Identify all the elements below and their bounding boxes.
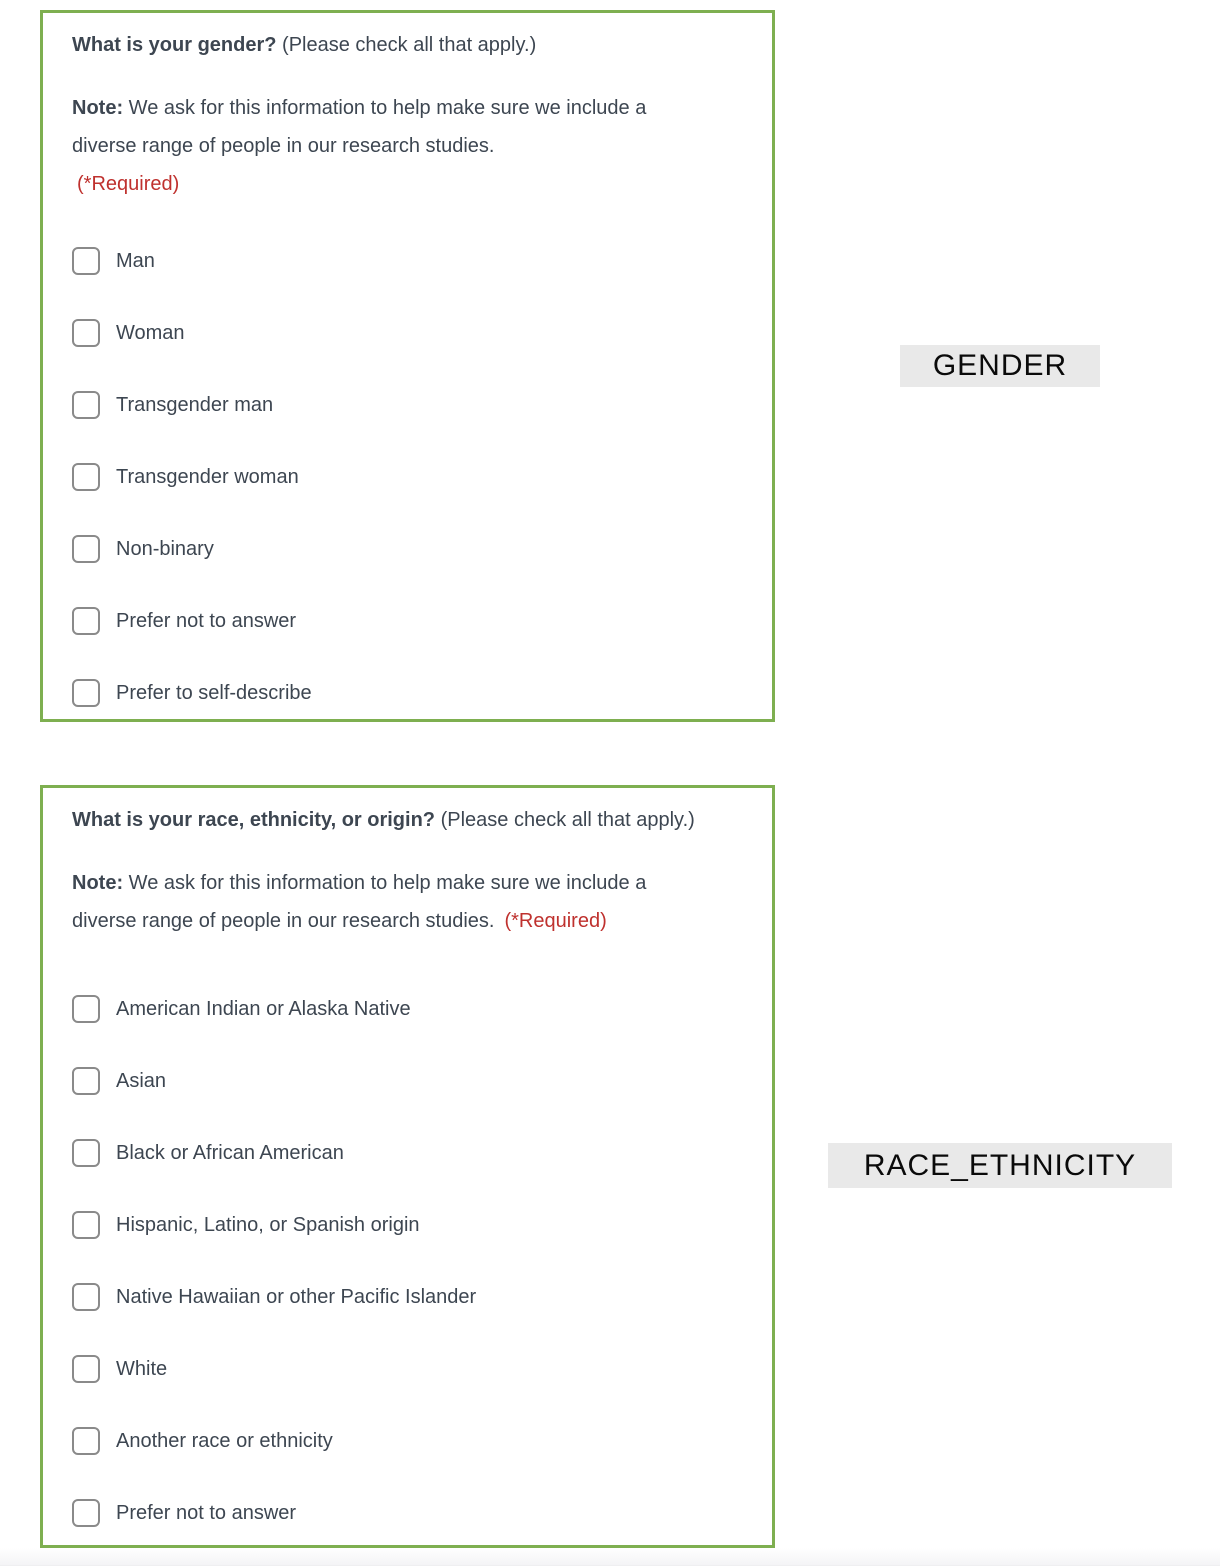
gender-required-indicator: (*Required) <box>77 173 180 195</box>
option-label-prefer-not-to-answer-race[interactable]: Prefer not to answer <box>116 1501 297 1524</box>
option-row-american-indian-or-alaska-native <box>72 995 742 1023</box>
option-row-white <box>72 1355 742 1383</box>
race-note-line1: We ask for this information to help make sure we include a <box>128 872 647 894</box>
option-label-american-indian-or-alaska-native[interactable]: American Indian or Alaska Native <box>116 997 411 1020</box>
checkbox-man[interactable] <box>72 247 100 275</box>
option-label-man[interactable]: Man <box>116 249 155 272</box>
gender-note <box>72 89 712 203</box>
option-label-non-binary[interactable]: Non-binary <box>116 537 214 560</box>
race-options <box>72 995 742 1527</box>
checkbox-transgender-man[interactable] <box>72 391 100 419</box>
gender-note-line1: We ask for this information to help make sure we include a <box>128 97 647 119</box>
option-row-prefer-not-to-answer <box>72 607 742 635</box>
checkbox-prefer-not-to-answer-race[interactable] <box>72 1499 100 1527</box>
race-question-bold: What is your race, ethnicity, or origin? <box>72 809 436 831</box>
option-row-hispanic-latino-or-spanish-origin <box>72 1211 742 1239</box>
checkbox-non-binary[interactable] <box>72 535 100 563</box>
checkbox-prefer-to-self-describe[interactable] <box>72 679 100 707</box>
checkbox-prefer-not-to-answer[interactable] <box>72 607 100 635</box>
option-label-transgender-man[interactable]: Transgender man <box>116 393 274 416</box>
checkbox-american-indian-or-alaska-native[interactable] <box>72 995 100 1023</box>
option-label-woman[interactable]: Woman <box>116 321 185 344</box>
option-row-prefer-not-to-answer-race <box>72 1499 742 1527</box>
race-note-label: Note: <box>72 872 124 894</box>
option-label-transgender-woman[interactable]: Transgender woman <box>116 465 299 488</box>
option-label-prefer-not-to-answer[interactable]: Prefer not to answer <box>116 609 297 632</box>
checkbox-asian[interactable] <box>72 1067 100 1095</box>
gender-question-suffix: (Please check all that apply.) <box>282 34 537 56</box>
option-label-hispanic-latino-or-spanish-origin[interactable]: Hispanic, Latino, or Spanish origin <box>116 1213 420 1236</box>
option-label-another-race-or-ethnicity[interactable]: Another race or ethnicity <box>116 1429 333 1452</box>
option-label-native-hawaiian-or-other-pacific-islander[interactable]: Native Hawaiian or other Pacific Islander <box>116 1285 477 1308</box>
gender-field-tag: GENDER <box>900 345 1100 387</box>
option-row-native-hawaiian-or-other-pacific-islander <box>72 1283 742 1311</box>
race-required-indicator: (*Required) <box>504 910 607 932</box>
checkbox-black-or-african-american[interactable] <box>72 1139 100 1167</box>
gender-question-card <box>40 10 775 722</box>
option-row-black-or-african-american <box>72 1139 742 1167</box>
gender-note-label: Note: <box>72 97 124 119</box>
race-ethnicity-field-tag: RACE_ETHNICITY <box>828 1143 1172 1188</box>
gender-note-line2: diverse range of people in our research studies. <box>72 135 495 157</box>
option-row-transgender-man <box>72 391 742 419</box>
option-label-asian[interactable]: Asian <box>116 1069 167 1092</box>
race-ethnicity-question-card <box>40 785 775 1548</box>
race-question-suffix: (Please check all that apply.) <box>440 809 695 831</box>
checkbox-another-race-or-ethnicity[interactable] <box>72 1427 100 1455</box>
option-label-prefer-to-self-describe[interactable]: Prefer to self-describe <box>116 681 312 704</box>
option-row-man <box>72 247 742 275</box>
checkbox-transgender-woman[interactable] <box>72 463 100 491</box>
gender-question-text <box>72 31 742 59</box>
race-question-text <box>72 806 742 834</box>
option-row-woman <box>72 319 742 347</box>
race-note <box>72 864 712 940</box>
gender-question-bold: What is your gender? <box>72 34 277 56</box>
option-row-asian <box>72 1067 742 1095</box>
page-footer-strip <box>0 1548 1220 1566</box>
option-label-black-or-african-american[interactable]: Black or African American <box>116 1141 344 1164</box>
checkbox-native-hawaiian-or-other-pacific-islander[interactable] <box>72 1283 100 1311</box>
option-row-transgender-woman <box>72 463 742 491</box>
gender-note-lines <box>72 89 712 165</box>
race-note-line2: diverse range of people in our research studies. <box>72 910 495 932</box>
checkbox-white[interactable] <box>72 1355 100 1383</box>
checkbox-hispanic-latino-or-spanish-origin[interactable] <box>72 1211 100 1239</box>
option-row-another-race-or-ethnicity <box>72 1427 742 1455</box>
option-row-prefer-to-self-describe <box>72 679 742 707</box>
gender-options <box>72 247 742 707</box>
option-row-non-binary <box>72 535 742 563</box>
checkbox-woman[interactable] <box>72 319 100 347</box>
option-label-white[interactable]: White <box>116 1357 168 1380</box>
